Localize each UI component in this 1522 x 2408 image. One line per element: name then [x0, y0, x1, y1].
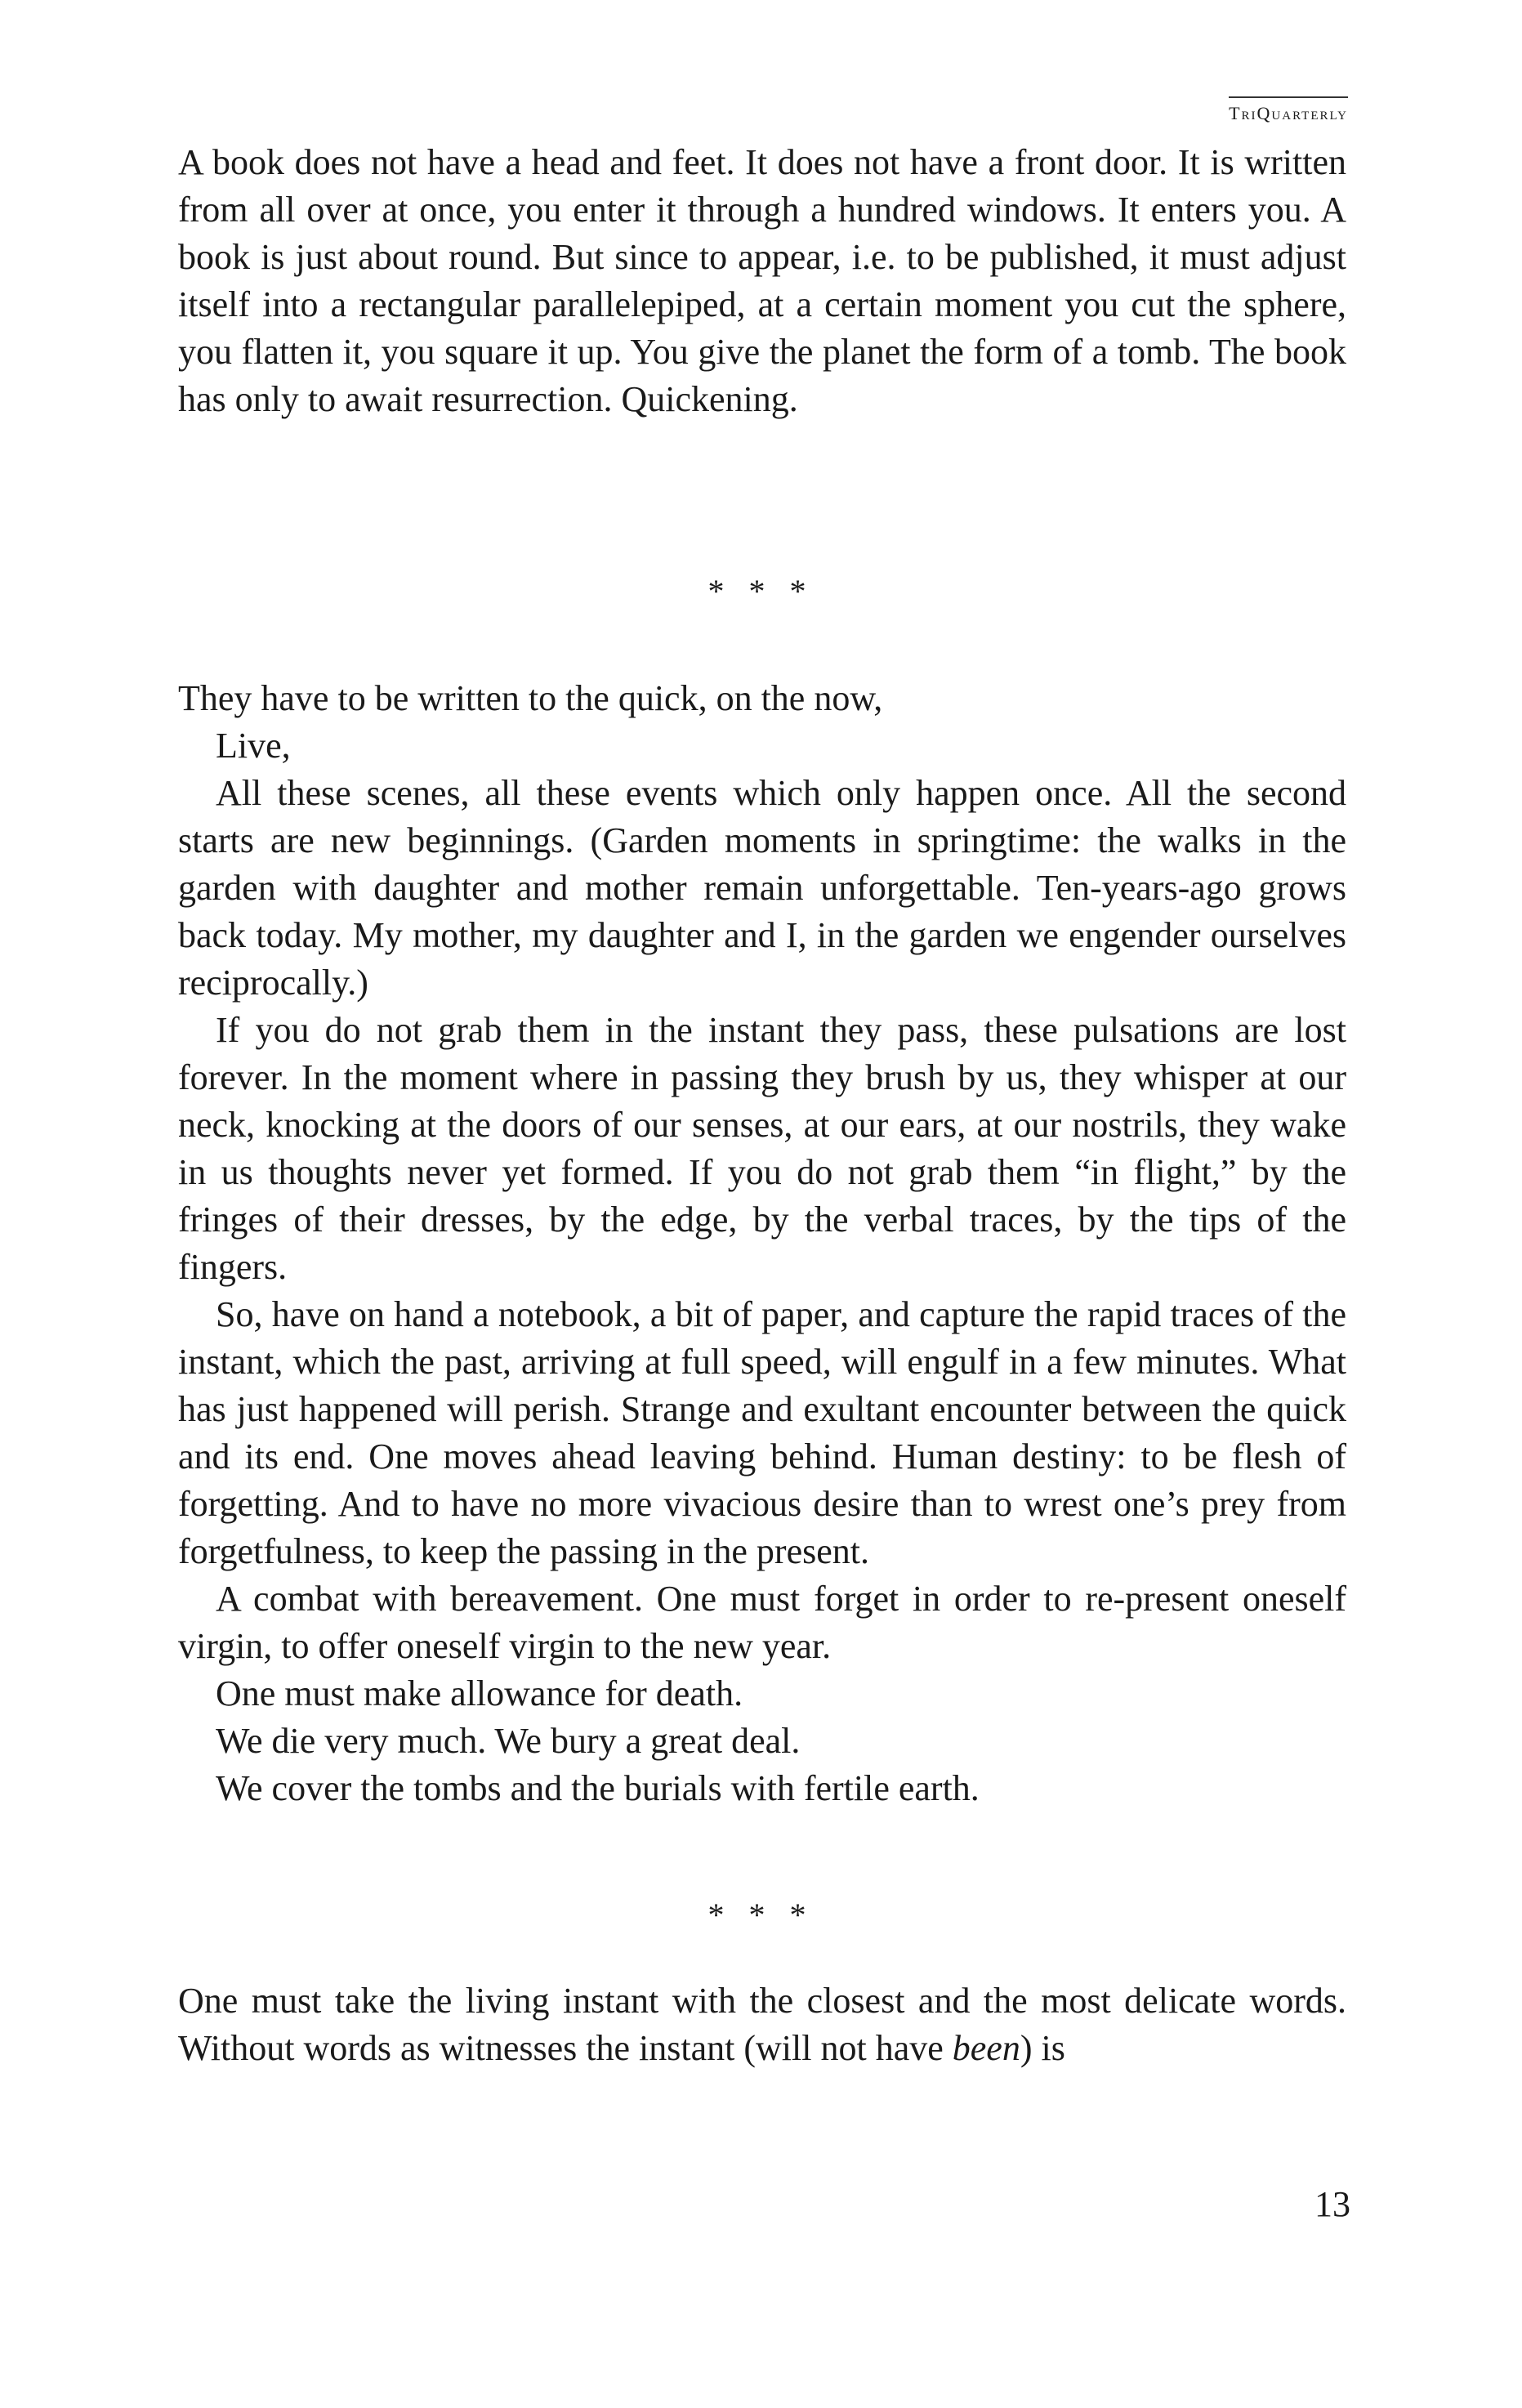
paragraph-book-shape: A book does not have a head and feet. It does not have a front door. It is written from all over at once, you enter it through a hundred windows. It enters you. A book is just about round. But since to appear, i.e. to be published, it must adjust itself into a rectangular parallelepiped, at a certain moment you cut the sphere, you flatten it, you square it up. You give the planet the form of a tomb. The book has only to await resurrection. Quickening. — [178, 142, 1346, 419]
section-separator: * * * — [707, 1896, 815, 1933]
text-run: One must take the living instant with the closest and the most delicate words. Without words as witnesses the instant (will not have — [178, 1981, 1346, 2068]
paragraph-tombs: We cover the tombs and the burials with fertile earth. — [216, 1768, 980, 1808]
section-2 — [178, 675, 1346, 1812]
section-3 — [178, 1977, 1346, 2072]
section-1 — [178, 139, 1346, 423]
paragraph-living-instant — [178, 1977, 1346, 2072]
running-head: TriQuarterly — [1229, 96, 1348, 124]
page-number: 13 — [1314, 2184, 1350, 2224]
section-separator: * * * — [707, 573, 815, 610]
emphasis-been: been — [952, 2028, 1020, 2068]
text-run: ) is — [1020, 2028, 1065, 2068]
paragraph-notebook: So, have on hand a notebook, a bit of paper, and capture the rapid traces of the instant, which the past, arriving at full speed, will engulf in a few minutes. What has just happened will perish. Strange and exultant encounter between the quick and its end. One moves ahead leaving behind. Human destiny: to be flesh of forgetting. And to have no more vivacious desire than to wrest one’s prey from forgetfulness, to keep the passing in the present. — [178, 1294, 1346, 1571]
paragraph-allowance-death: One must make allowance for death. — [216, 1673, 743, 1713]
paragraph-bereavement: A combat with bereavement. One must forget in order to re-present oneself virgin, to offer oneself virgin to the new year. — [178, 1579, 1346, 1666]
paragraph-written-to-quick: They have to be written to the quick, on the now, — [178, 678, 883, 718]
paragraph-pulsations: If you do not grab them in the instant they pass, these pulsations are lost forever. In the moment where in passing they brush by us, they whisper at our neck, knocking at the doors of our senses, at our ears, at our nostrils, they wake in us thoughts never yet formed. If you do not grab them “in flight,” by the fringes of their dresses, by the edge, by the verbal traces, by the tips of the fingers. — [178, 1010, 1346, 1287]
paragraph-bury: We die very much. We bury a great deal. — [216, 1721, 801, 1761]
paragraph-live: Live, — [216, 726, 291, 766]
paragraph-scenes: All these scenes, all these events which only happen once. All the second starts are new beginnings. (Garden moments in springtime: the walks in the garden with daughter and mother remain unforgettable. Ten-years-ago grows back today. My mother, my daughter and I, in the garden we engender ourselves reciprocally.) — [178, 773, 1346, 1003]
